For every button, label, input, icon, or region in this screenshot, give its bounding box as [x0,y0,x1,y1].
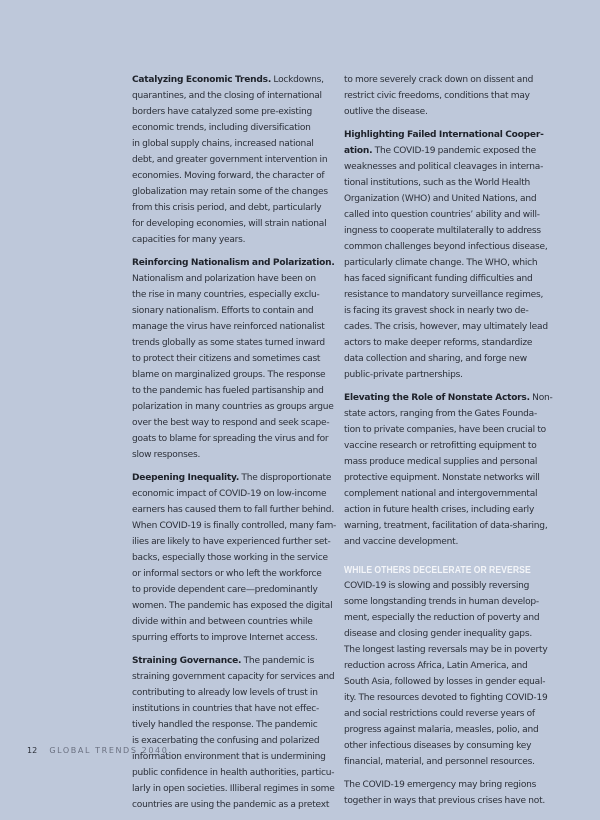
paragraph-lead: Straining Governance. [132,656,242,666]
paragraph-deepening-inequality: Deepening Inequality. The disproportionate economic impact of COVID-19 on low-income earners has caused them to fall further behind. When COVID-19 is finally controlled, many fam- ilies are likely to have experienced further set- backs, especially those working in the service or informal sectors or who left the workforce to provide dependent care—predominantly women. The pandemic has exposed the digital divide within and between countries while spurring efforts to improve Internet access. [132,473,337,643]
paragraph-lead: Highlighting Failed International Cooper- [344,130,544,140]
paragraph-catalyzing-economic-trends: Catalyzing Economic Trends. Lockdowns, quarantines, and the closing of international borders have catalyzed some pre-existing economic trends, including diversification in global supply chains, increased national debt, and greater government intervention in economies. Moving forward, the character of globalization may retain some of the changes from this crisis period, and debt, particularly for developing economies, will strain national capacities for many years. [132,75,328,245]
page-number: 12 [27,746,38,755]
paragraph-straining-governance: Straining Governance. The pandemic is straining government capacity for services and contributing to already low levels of trust in institutions in countries that have not effec- tively handled the response. The pandemic is exacerbating the confusing and polarized information environment that is undermining public confidence in health authorities, particu- larly in open societies. Illiberal regimes in some countries are using the pandemic as a pretext [132,656,335,810]
section-heading: WHILE OTHERS DECELERATE OR REVERSE [344,564,531,576]
paragraph-reversals: COVID-19 is slowing and possibly reversing some longstanding trends in human develop- ment, especially the reduction of poverty and disease and closing gender inequality gaps. The longest lasting reversals may be in poverty reduction across Africa, Latin America, and South Asia, followed by losses in gender equal- ity. The resources devoted to fighting COVID-19 and social restrictions could reverse years of progress against malaria, measles, polio, and other infectious diseases by consuming key financial, material, and personnel resources. [344,581,548,767]
paragraph-lead: Catalyzing Economic Trends. [132,75,272,85]
right-column [344,72,552,816]
publication-title: GLOBAL TRENDS 2040 [49,746,169,755]
paragraph-lead: Deepening Inequality. [132,473,240,483]
paragraph-failed-international-cooperation: Highlighting Failed International Cooper- ation. The COVID-19 pandemic exposed the weaknesses and political cleavages in interna- tional institutions, such as the World Health Organization (WHO) and United Nations, and called into question countries’ ability and will- ingness to cooperate multilaterally to address common challenges beyond infectious disease, particularly climate change. The WHO, which has faced significant funding difficulties and resistance to mandatory surveillance regimes, is facing its gravest shock in nearly two de- cades. The crisis, however, may ultimately lead actors to make deeper reforms, standardize data collection and sharing, and forge new public-private partnerships. [344,130,548,380]
page-footer [27,746,168,755]
paragraph-emergency-regions: The COVID-19 emergency may bring regions together in ways that previous crises have not. [344,780,546,806]
paragraph-reinforcing-nationalism: Reinforcing Nationalism and Polarization. Nationalism and polarization have been on the rise in many countries, especially exclu- sionary nationalism. Efforts to contain and manage the virus have reinforced nationalist trends globally as some states turned inward to protect their citizens and sometimes cast blame on marginalized groups. The response to the pandemic has fueled partisanship and polarization in many countries as groups argue over the best way to respond and seek scape- goats to blame for spreading the virus and for slow responses. [132,258,335,460]
left-column [132,72,338,820]
paragraph-continuation: to more severely crack down on dissent and restrict civic freedoms, conditions that may outlive the disease. [344,75,534,117]
paragraph-lead: Reinforcing Nationalism and Polarization. [132,258,335,268]
paragraph-nonstate-actors: Elevating the Role of Nonstate Actors. Non- state actors, ranging from the Gates Founda- tion to private companies, have been crucial to vaccine research or retrofitting equipment to mass produce medical supplies and personal protective equipment. Nonstate networks will complement national and intergovernmental action in future health crises, including early warning, treatment, facilitation of data-sharing, and vaccine development. [344,393,553,547]
paragraph-lead: Elevating the Role of Nonstate Actors. [344,393,530,403]
